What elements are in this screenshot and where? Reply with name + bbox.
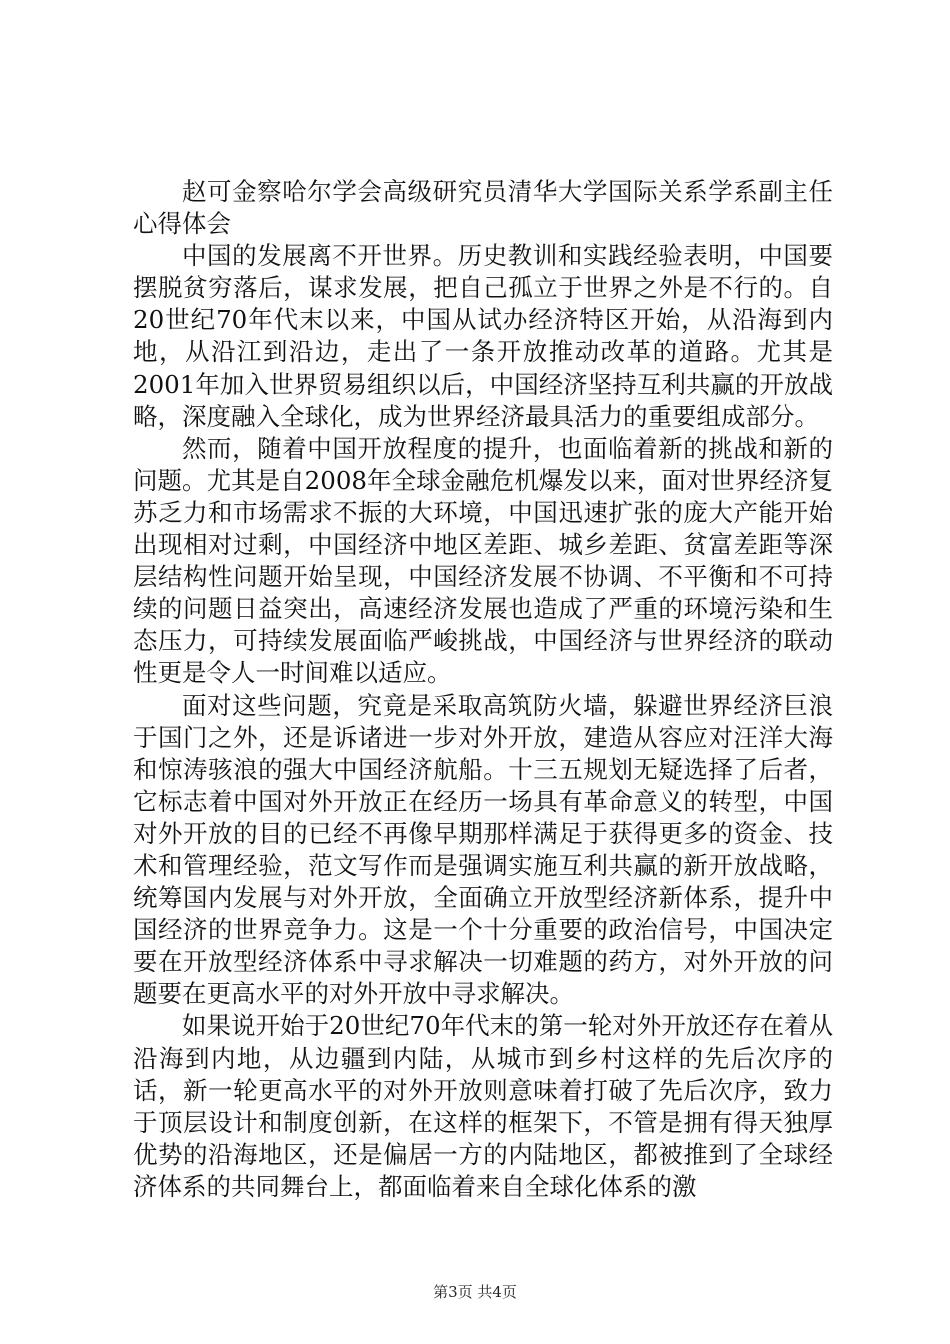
- paragraph-3: 面对这些问题，究竟是采取高筑防火墙，躲避世界经济巨浪于国门之外，还是诉诸进一步对外开放，建造从容应对汪洋大海和惊涛骇浪的强大中国经济航船。十三五规划无疑选择了后者，它标志着中国对外开放正在经历一场具有革命意义的转型，中国对外开放的目的已经不再像早期那样满足于获得更多的资金、技术和管理经验，范文写作而是强调实施互利共赢的新开放战略，统筹国内发展与对外开放，全面确立开放型经济新体系，提升中国经济的世界竞争力。这是一个十分重要的政治信号，中国决定要在开放型经济体系中寻求解决一切难题的药方，对外开放的问题要在更高水平的对外开放中寻求解决。: [133, 690, 833, 1009]
- paragraph-1: 中国的发展离不开世界。历史教训和实践经验表明，中国要摆脱贫穷落后，谋求发展，把自己孤立于世界之外是不行的。自20世纪70年代末以来，中国从试办经济特区开始，从沿海到内地，从沿江到沿边，走出了一条开放推动改革的道路。尤其是2001年加入世界贸易组织以后，中国经济坚持互利共赢的开放战略，深度融入全球化，成为世界经济最具活力的重要组成部分。: [133, 241, 833, 431]
- paragraph-2: 然而，随着中国开放程度的提升，也面临着新的挑战和新的问题。尤其是自2008年全球金融危机爆发以来，面对世界经济复苏乏力和市场需求不振的大环境，中国迅速扩张的庞大产能开始出现相对过剩，中国经济中地区差距、城乡差距、贫富差距等深层结构性问题开始呈现，中国经济发展不协调、不平衡和不可持续的问题日益突出，高速经济发展也造成了严重的环境污染和生态压力，可持续发展面临严峻挑战，中国经济与世界经济的联动性更是令人一时间难以适应。: [133, 433, 833, 688]
- page-number-footer: 第3页 共4页: [433, 1283, 517, 1301]
- document-body: [133, 176, 833, 1203]
- document-title: 赵可金察哈尔学会高级研究员清华大学国际关系学系副主任心得体会: [133, 177, 833, 239]
- paragraph-4: 如果说开始于20世纪70年代末的第一轮对外开放还存在着从沿海到内地，从边疆到内陆，从城市到乡村这样的先后次序的话，新一轮更高水平的对外开放则意味着打破了先后次序，致力于顶层设计和制度创新，在这样的框架下，不管是拥有得天独厚优势的沿海地区，还是偏居一方的内陆地区，都被推到了全球经济体系的共同舞台上，都面临着来自全球化体系的激: [133, 1011, 833, 1201]
